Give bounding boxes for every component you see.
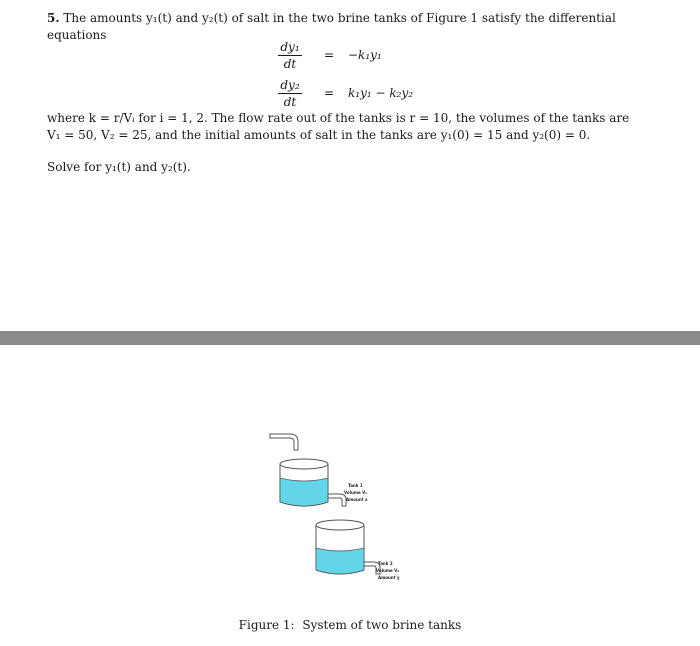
tank-2-water: [316, 548, 364, 574]
brine-tanks-figure: [268, 430, 418, 590]
eq2-numerator: dy₂: [280, 77, 300, 92]
tank-1-water: [280, 478, 328, 506]
eq2-equals: =: [323, 86, 335, 100]
tank-1: [280, 459, 368, 506]
tank-1-label-line-2: Volume V₁: [344, 490, 367, 495]
equation-2: [270, 74, 413, 112]
eq2-rhs: k₁y₁ − k₂y₂: [348, 86, 414, 100]
tank-1-outflow-pipe: [328, 494, 346, 506]
eq2-derivative: [270, 78, 310, 109]
eq1-denominator: dt: [283, 56, 297, 71]
solve-instruction: Solve for y₁(t) and y₂(t).: [47, 160, 191, 174]
eq1-rhs: −k₁y₁: [348, 48, 382, 62]
problem-number: 5.: [47, 11, 60, 25]
tank-1-label-line-3: Amount x: [346, 497, 368, 502]
tank-2-label-line-1: Tank 2: [378, 561, 393, 566]
tank-2-label-line-3: Amount y: [378, 575, 400, 580]
inflow-pipe: [270, 434, 298, 450]
where-line-1: where k = r/Vᵢ for i = 1, 2. The flow rate out of the tanks is r = 10, the volumes of the tanks are: [47, 111, 630, 125]
caption-text: System of two brine tanks: [302, 618, 462, 632]
eq2-denominator: dt: [283, 94, 297, 109]
eq1-numerator: dy₁: [280, 39, 300, 54]
eq1-equals: =: [323, 48, 335, 62]
where-paragraph: [47, 110, 677, 144]
problem-intro-text: The amounts y₁(t) and y₂(t) of salt in the two brine tanks of Figure 1 satisfy the differential equations: [47, 11, 616, 42]
tank-1-label-line-1: Tank 1: [348, 483, 363, 488]
where-line-2: V₁ = 50, V₂ = 25, and the initial amounts of salt in the tanks are y₁(0) = 15 and y₂(0) = 0.: [47, 128, 591, 142]
caption-label: Figure 1:: [238, 618, 295, 632]
equation-1: [270, 36, 413, 74]
eq1-derivative: [270, 40, 310, 71]
tank-2: [316, 520, 400, 580]
equation-block: [270, 36, 413, 112]
tank-2-label-line-2: Volume V₂: [376, 568, 399, 573]
page-divider: [0, 331, 700, 345]
figure-caption: [0, 618, 700, 632]
